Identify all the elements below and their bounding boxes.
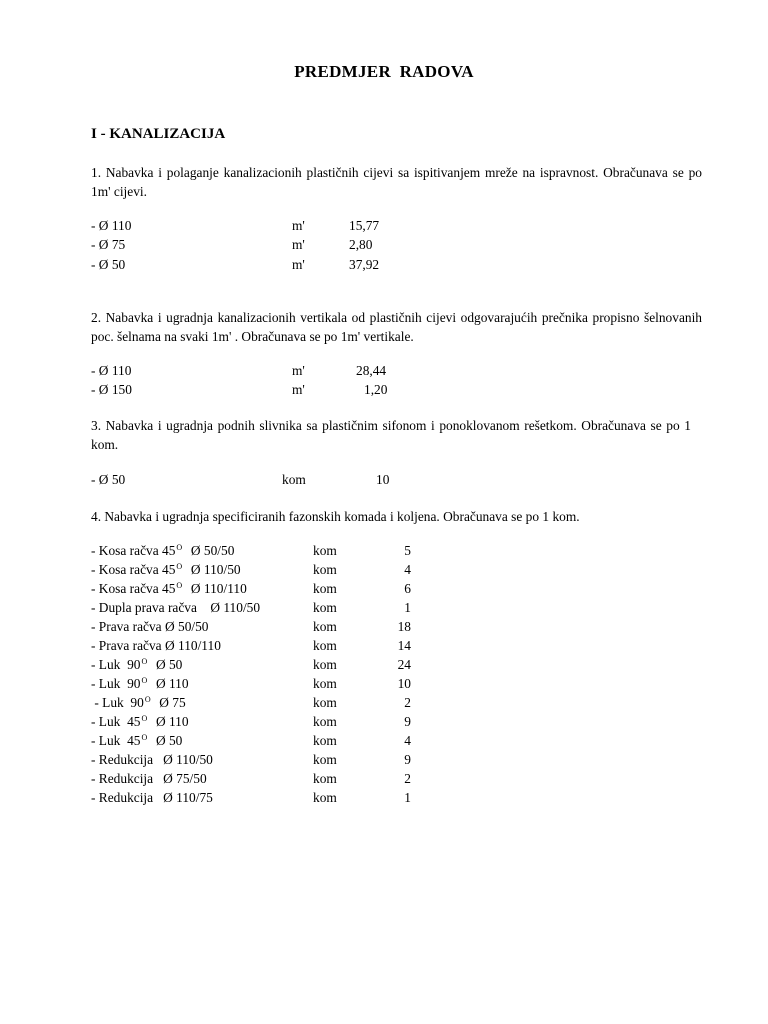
fitting-name: - Luk 45 — [91, 733, 141, 748]
row-description: - Ø 50 — [91, 472, 126, 487]
document-title: PREDMJER RADOVA — [294, 62, 474, 81]
degree-mark: O — [144, 695, 151, 704]
row-unit: kom — [313, 657, 337, 672]
row-quantity: 15,77 — [349, 218, 380, 233]
row-quantity: 2 — [404, 695, 411, 710]
fitting-name: - Redukcija Ø 75/50 — [91, 771, 207, 786]
row-description — [91, 617, 209, 636]
row-quantity: 37,92 — [349, 257, 380, 272]
fitting-diameter: Ø 110 — [149, 714, 189, 729]
row-quantity: 4 — [404, 733, 411, 748]
row-description — [91, 750, 213, 769]
fitting-diameter: Ø 110/110 — [184, 581, 247, 596]
fitting-name: - Prava račva Ø 50/50 — [91, 619, 209, 634]
row-unit: m' — [292, 237, 305, 252]
row-description — [91, 636, 221, 655]
item-2-description: 2. Nabavka i ugradnja kanalizacionih vertikala od plastičnih cijevi odgovarajućih prečnika propisno šelnovanih poc. šelnama na svaki 1m' . Obračunava se po 1m' vertikale. — [91, 310, 702, 344]
row-quantity: 2,80 — [349, 237, 373, 252]
fitting-name: - Redukcija Ø 110/50 — [91, 752, 213, 767]
fitting-diameter: Ø 110/50 — [184, 562, 241, 577]
row-description — [91, 788, 213, 807]
row-description — [91, 712, 189, 731]
row-description — [91, 579, 247, 598]
row-unit: kom — [313, 619, 337, 634]
fitting-name: - Kosa račva 45 — [91, 543, 176, 558]
row-quantity: 9 — [404, 752, 411, 767]
row-unit: kom — [313, 790, 337, 805]
fitting-diameter: Ø 50/50 — [184, 543, 235, 558]
row-quantity: 2 — [404, 771, 411, 786]
row-unit: kom — [313, 581, 337, 596]
row-unit: kom — [313, 676, 337, 691]
row-quantity: 1 — [404, 790, 411, 805]
degree-mark: O — [141, 714, 148, 723]
degree-mark: O — [176, 543, 183, 552]
row-unit: kom — [313, 752, 337, 767]
row-description — [91, 541, 234, 560]
row-unit: kom — [313, 600, 337, 615]
row-description — [91, 731, 182, 750]
row-quantity: 6 — [404, 581, 411, 596]
row-quantity: 9 — [404, 714, 411, 729]
fitting-name: - Redukcija Ø 110/75 — [91, 790, 213, 805]
row-description: - Ø 150 — [91, 382, 132, 397]
row-quantity: 14 — [397, 638, 411, 653]
fitting-diameter: Ø 110 — [149, 676, 189, 691]
row-description: - Ø 50 — [91, 257, 126, 272]
row-quantity: 5 — [404, 543, 411, 558]
row-description — [91, 674, 189, 693]
fitting-name: - Luk 90 — [91, 657, 141, 672]
row-description — [91, 560, 241, 579]
row-description — [91, 769, 207, 788]
item-3-description: 3. Nabavka i ugradnja podnih slivnika sa plastičnim sifonom i ponoklovanom rešetkom. Obračunava se po 1 kom. — [91, 418, 691, 452]
row-unit: kom — [313, 695, 337, 710]
row-quantity: 18 — [397, 619, 411, 634]
row-description: - Ø 110 — [91, 363, 132, 378]
row-description: - Ø 110 — [91, 218, 132, 233]
row-unit: m' — [292, 382, 305, 397]
row-unit: m' — [292, 218, 305, 233]
row-unit: kom — [313, 562, 337, 577]
degree-mark: O — [141, 733, 148, 742]
row-description — [91, 693, 186, 712]
item-4-description: 4. Nabavka i ugradnja specificiranih fazonskih komada i koljena. Obračunava se po 1 kom. — [91, 509, 580, 524]
row-unit: kom — [313, 771, 337, 786]
row-quantity: 24 — [397, 657, 411, 672]
fitting-diameter: Ø 75 — [152, 695, 186, 710]
fitting-name: - Kosa račva 45 — [91, 562, 176, 577]
degree-mark: O — [176, 581, 183, 590]
row-unit: kom — [313, 733, 337, 748]
fitting-name: - Luk 90 — [91, 695, 144, 710]
row-description: - Ø 75 — [91, 237, 126, 252]
row-quantity: 28,44 — [356, 363, 387, 378]
item-1-description: 1. Nabavka i polaganje kanalizacionih plastičnih cijevi sa ispitivanjem mreže na ispravnost. Obračunava se po 1m' cijevi. — [91, 165, 702, 199]
fitting-name: - Kosa račva 45 — [91, 581, 176, 596]
row-description — [91, 655, 182, 674]
degree-mark: O — [141, 676, 148, 685]
fitting-name: - Luk 90 — [91, 676, 141, 691]
row-unit: kom — [313, 638, 337, 653]
fitting-diameter: Ø 50 — [149, 733, 183, 748]
row-quantity: 10 — [397, 676, 411, 691]
row-quantity: 4 — [404, 562, 411, 577]
fitting-name: - Luk 45 — [91, 714, 141, 729]
fitting-diameter: Ø 50 — [149, 657, 183, 672]
row-unit: m' — [292, 363, 305, 378]
fitting-name: - Dupla prava račva Ø 110/50 — [91, 600, 261, 615]
row-unit: m' — [292, 257, 305, 272]
row-quantity: 1 — [404, 600, 411, 615]
degree-mark: O — [141, 657, 148, 666]
row-unit: kom — [282, 472, 306, 487]
row-unit: kom — [313, 543, 337, 558]
fitting-name: - Prava račva Ø 110/110 — [91, 638, 221, 653]
row-description — [91, 598, 260, 617]
row-quantity: 10 — [376, 472, 390, 487]
degree-mark: O — [176, 562, 183, 571]
section-heading: I - KANALIZACIJA — [91, 126, 226, 142]
row-unit: kom — [313, 714, 337, 729]
row-quantity: 1,20 — [364, 382, 388, 397]
